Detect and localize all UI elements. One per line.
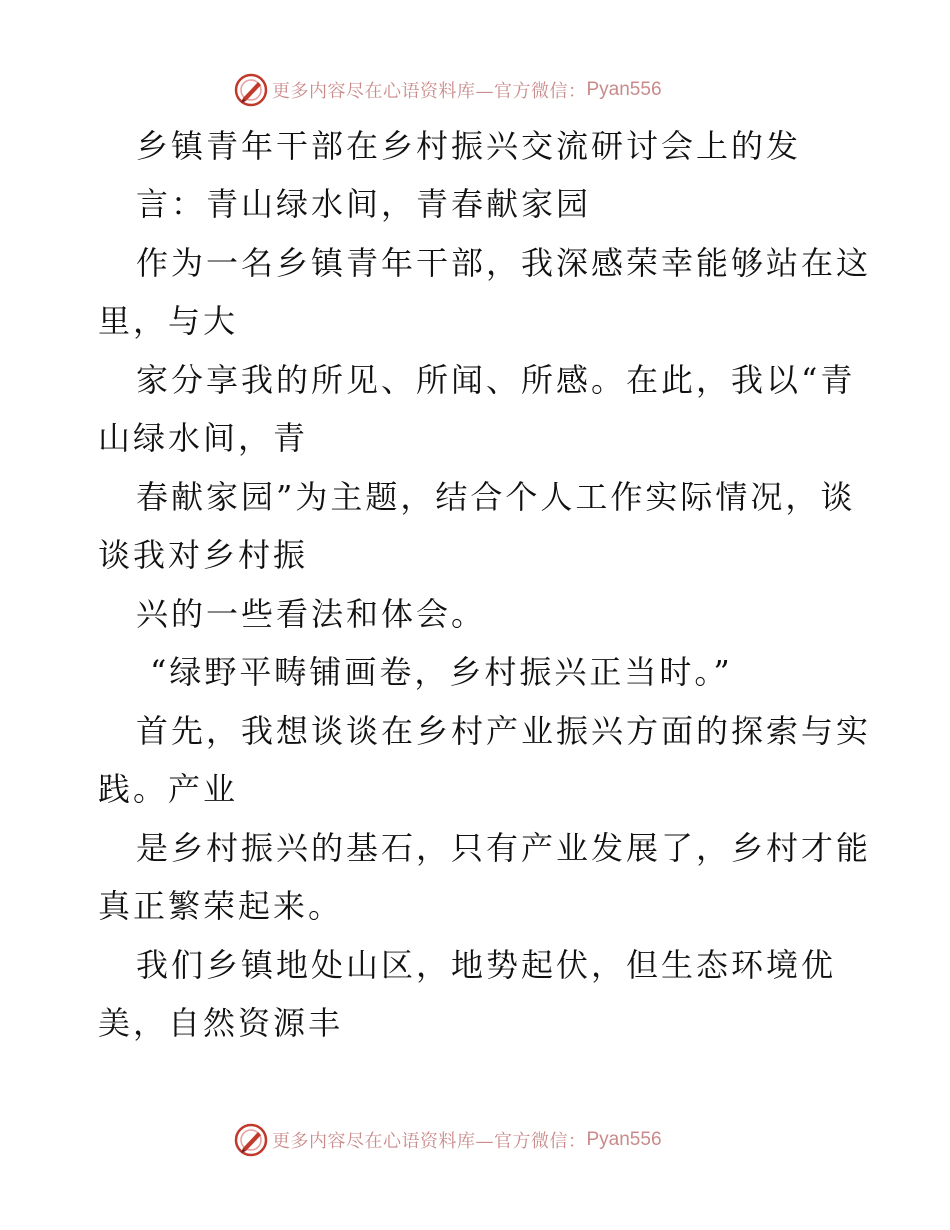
text-line: 谈我对乡村振 xyxy=(98,536,309,574)
text-line: 真正繁荣起来。 xyxy=(98,887,344,925)
pen-logo-icon xyxy=(234,1123,268,1157)
watermark-text: 更多内容尽在心语资料库—官方微信： xyxy=(272,81,587,102)
watermark-text: 更多内容尽在心语资料库—官方微信： xyxy=(272,1131,587,1152)
watermark-wechat-id: Pyan556 xyxy=(586,79,662,100)
text-line: 兴的一些看法和体会。 xyxy=(136,595,487,633)
text-line: 是乡村振兴的基石，只有产业发展了，乡村才能 xyxy=(136,829,872,867)
text-line: 践。产业 xyxy=(98,770,239,808)
watermark-wechat-id: Pyan556 xyxy=(586,1129,662,1150)
text-line: 美，自然资源丰 xyxy=(98,1004,344,1042)
text-line: 山绿水间，青 xyxy=(98,419,309,457)
title-line-2: 言：青山绿水间，青春献家园 xyxy=(136,185,592,223)
text-line: 春献家园”为主题，结合个人工作实际情况，谈 xyxy=(136,478,856,516)
footer-watermark xyxy=(0,1120,950,1160)
pen-logo-icon xyxy=(234,73,268,107)
text-line: 家分享我的所见、所闻、所感。在此，我以“青 xyxy=(136,361,856,399)
text-line: 首先，我想谈谈在乡村产业振兴方面的探索与实 xyxy=(136,712,872,750)
text-line: 我们乡镇地处山区，地势起伏，但生态环境优 xyxy=(136,946,837,984)
text-line: 里，与大 xyxy=(98,302,239,340)
header-watermark xyxy=(0,70,950,110)
quote-line: “绿野平畴铺画卷，乡村振兴正当时。” xyxy=(150,653,733,691)
title-line-1: 乡镇青年干部在乡村振兴交流研讨会上的发 xyxy=(136,127,802,165)
text-line: 作为一名乡镇青年干部，我深感荣幸能够站在这 xyxy=(136,244,872,282)
